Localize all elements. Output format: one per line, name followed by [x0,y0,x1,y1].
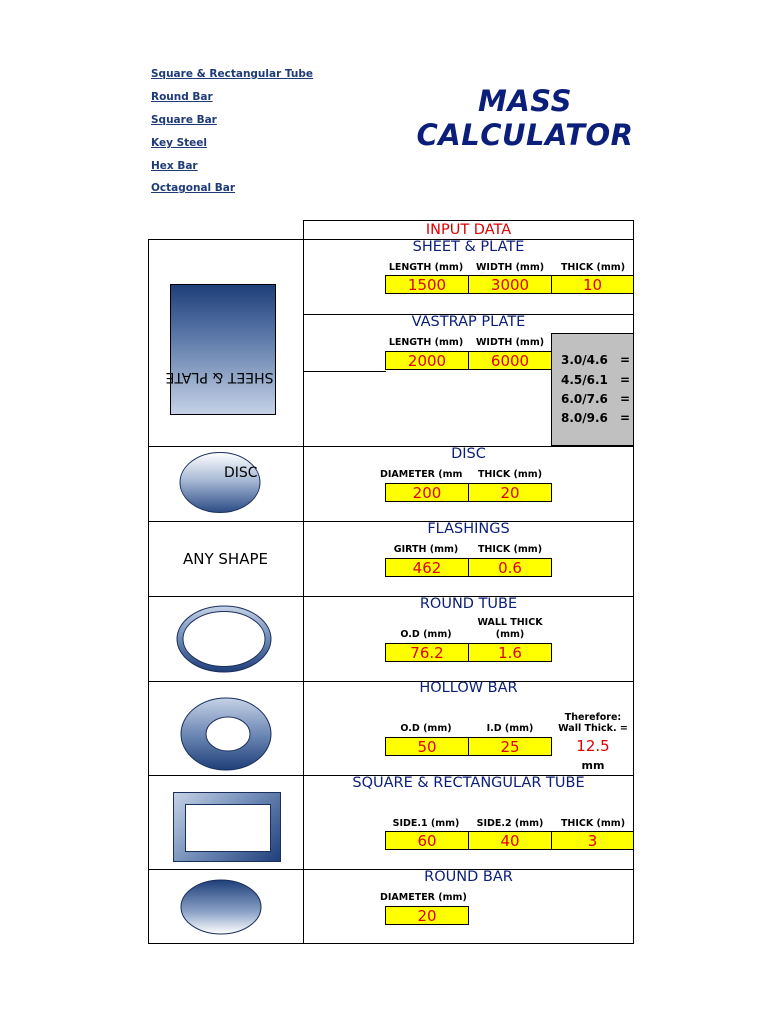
flashings-title: FLASHINGS [427,521,510,537]
round-tube-od-header: O.D (mm) [400,629,452,640]
vastrap-equals-3: = [620,392,631,406]
round-bar-title: ROUND BAR [424,869,513,885]
round-tube-od-input[interactable]: 76.2 [385,643,469,662]
flashings-girth-input[interactable]: 462 [385,558,469,577]
vastrap-length-input[interactable]: 2000 [385,351,469,370]
hollow-bar-therefore-label: Therefore: [564,712,622,723]
hollow-bar-wall-unit: mm [581,759,605,772]
vastrap-ratio-3: 6.0/7.6 [561,392,608,406]
hollow-bar-id-input[interactable]: 25 [468,737,552,756]
flashings-thick-input[interactable]: 0.6 [468,558,552,577]
sq-tube-thick-input[interactable]: 3 [551,831,634,850]
round-bar-diameter-input[interactable]: 20 [385,906,469,925]
sq-tube-side2-input[interactable]: 40 [468,831,552,850]
nav-link-octagonal-bar[interactable]: Octagonal Bar [151,182,236,194]
sheet-thick-input[interactable]: 10 [551,275,634,294]
vastrap-equals-2: = [620,373,631,387]
sq-tube-thick-header: THICK (mm) [560,818,626,829]
vastrap-equals-4: = [620,411,631,425]
sheet-plate-title: SHEET & PLATE [412,239,525,255]
disc-shape-label: DISC [224,465,258,481]
hollow-bar-od-input[interactable]: 50 [385,737,469,756]
nav-link-hex-bar[interactable]: Hex Bar [151,160,198,172]
nav-link-square-bar[interactable]: Square Bar [151,114,217,126]
disc-thick-input[interactable]: 20 [468,483,552,502]
square-tube-icon [173,792,281,862]
nav-link-key-steel[interactable]: Key Steel [151,137,207,149]
flashings-girth-header: GIRTH (mm) [393,544,459,555]
page-title-line2: CALCULATOR [416,118,634,152]
hollow-bar-wall-label: Wall Thick. = [558,723,628,734]
round-tube-wall-input[interactable]: 1.6 [468,643,552,662]
disc-diameter-header: DIAMETER (mm [380,469,463,480]
disc-diameter-input[interactable]: 200 [385,483,469,502]
vastrap-ratio-panel [551,333,634,446]
disc-thick-header: THICK (mm) [477,469,543,480]
round-tube-icon [175,604,273,674]
sq-tube-side2-header: SIDE.2 (mm) [476,818,544,829]
vastrap-ratio-1: 3.0/4.6 [561,353,608,367]
vastrap-title: VASTRAP PLATE [411,314,526,330]
vastrap-length-header: LENGTH (mm) [388,337,464,348]
disc-icon [178,451,262,514]
hollow-bar-od-header: O.D (mm) [400,723,452,734]
nav-link-round-bar[interactable]: Round Bar [151,91,213,103]
hollow-bar-wall-result: 12.5 [576,737,610,755]
sheet-plate-shape-label: SHEET & PLATE [165,369,274,385]
flashings-shape-label: ANY SHAPE [183,550,268,568]
sheet-length-input[interactable]: 1500 [385,275,469,294]
round-bar-diameter-header: DIAMETER (mm) [380,892,467,903]
sheet-plate-icon [170,284,276,415]
sq-tube-side1-header: SIDE.1 (mm) [392,818,460,829]
round-tube-title: ROUND TUBE [419,596,518,612]
round-tube-wall-header: WALL THICK [477,617,543,628]
sheet-width-input[interactable]: 3000 [468,275,552,294]
input-data-header: INPUT DATA [425,222,512,238]
vastrap-equals-1: = [620,353,631,367]
hollow-bar-title: HOLLOW BAR [419,680,518,696]
sq-tube-side1-input[interactable]: 60 [385,831,469,850]
round-tube-wall-unit-header: (mm) [495,629,525,640]
hollow-bar-id-header: I.D (mm) [486,723,534,734]
sheet-width-header: WIDTH (mm) [475,262,545,273]
flashings-thick-header: THICK (mm) [477,544,543,555]
disc-title: DISC [451,446,486,462]
vastrap-width-header: WIDTH (mm) [475,337,545,348]
sheet-thick-header: THICK (mm) [560,262,626,273]
vastrap-width-input[interactable]: 6000 [468,351,552,370]
round-bar-icon [179,879,263,935]
sheet-length-header: LENGTH (mm) [388,262,464,273]
nav-link-square-rect-tube[interactable]: Square & Rectangular Tube [151,68,314,80]
hollow-bar-icon [180,697,272,772]
sq-rect-tube-title: SQUARE & RECTANGULAR TUBE [352,775,585,791]
vastrap-ratio-2: 4.5/6.1 [561,373,608,387]
vastrap-ratio-4: 8.0/9.6 [561,411,608,425]
page-title-line1: MASS [477,84,573,118]
